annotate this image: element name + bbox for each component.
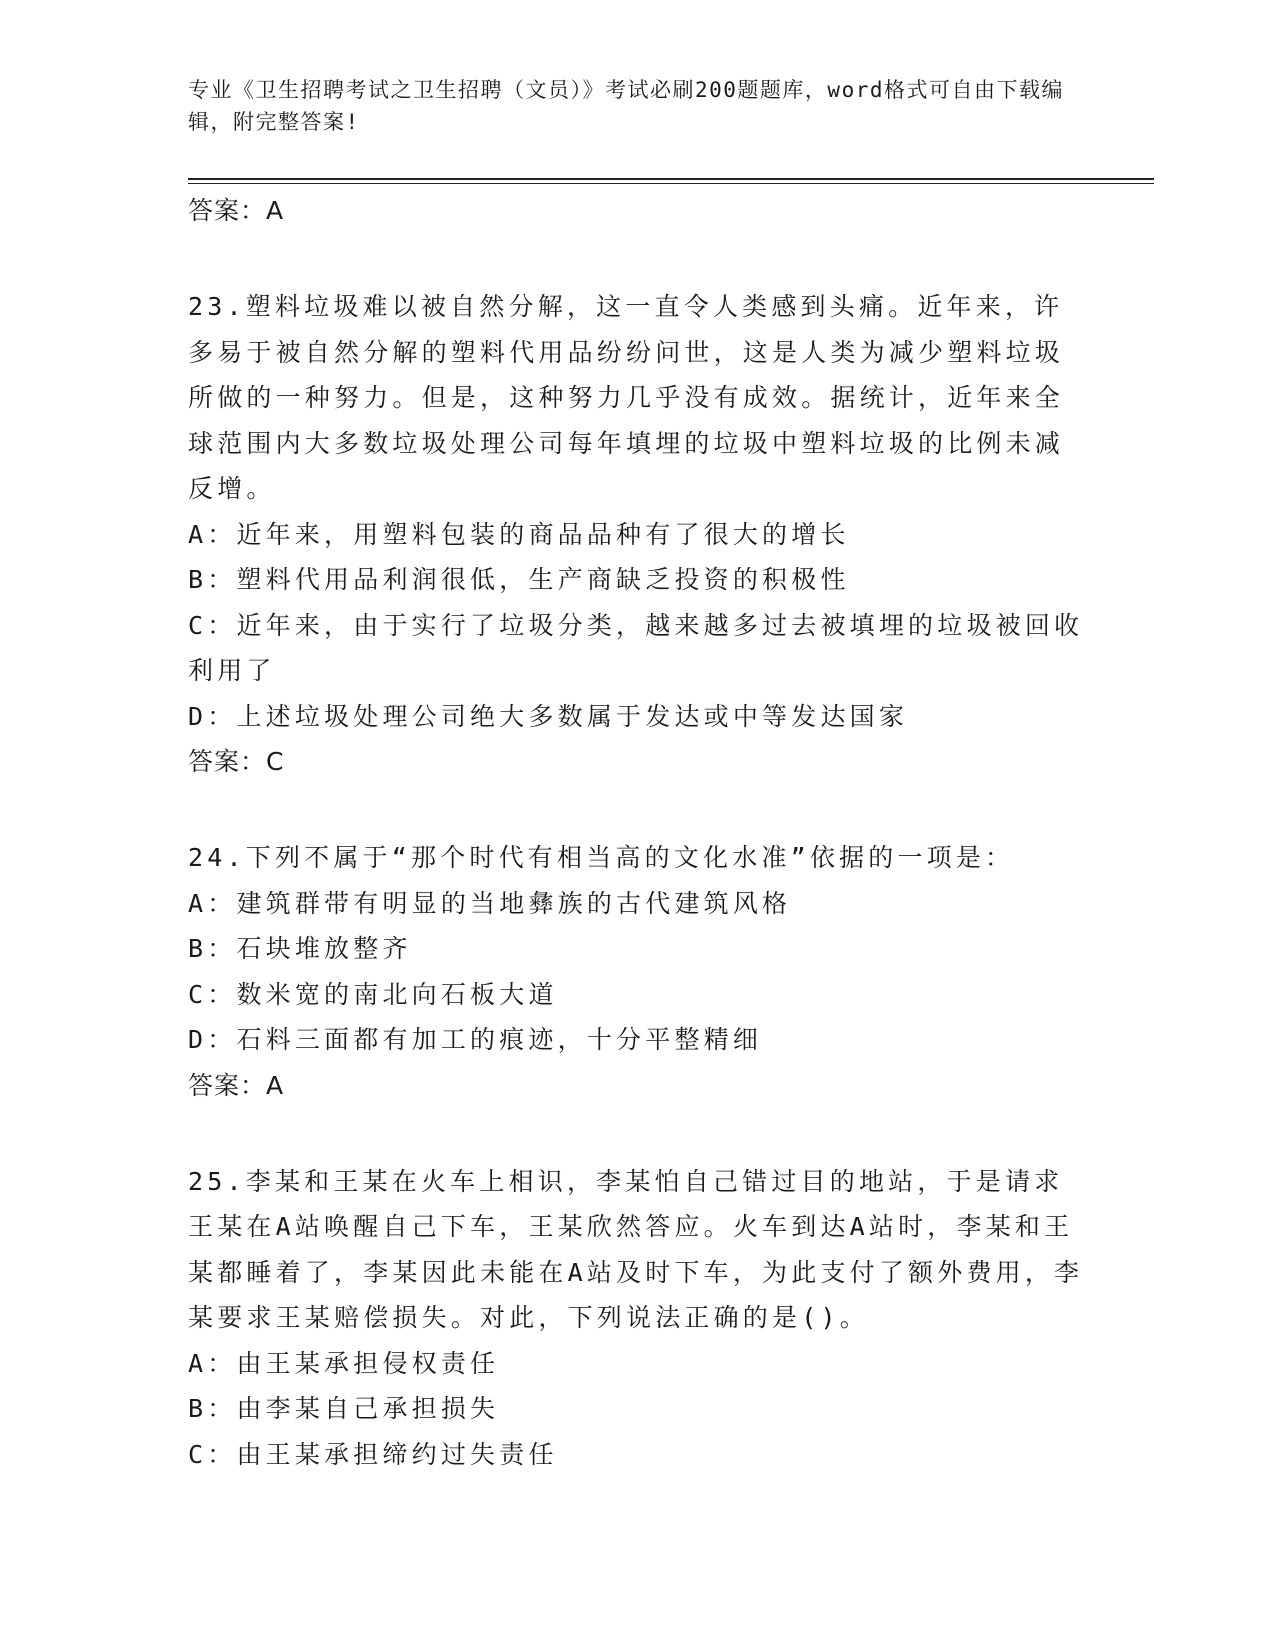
spacer bbox=[188, 234, 1088, 284]
question-25 bbox=[188, 1159, 1088, 1478]
question-23 bbox=[188, 284, 1088, 785]
answer-line: 答案：A bbox=[188, 1070, 285, 1100]
option-d: D：石料三面都有加工的痕迹，十分平整精细 bbox=[188, 1025, 763, 1054]
question-24 bbox=[188, 835, 1088, 1109]
spacer bbox=[188, 1109, 1088, 1159]
answer-line: 答案：C bbox=[188, 747, 285, 776]
spacer bbox=[188, 785, 1088, 835]
option-c: C：数米宽的南北向石板大道 bbox=[188, 979, 558, 1009]
question-stem: 23.塑料垃圾难以被自然分解，这一直令人类感到头痛。近年来，许多易于被自然分解的塑料代用品纷纷问世，这是人类为减少塑料垃圾所做的一种努力。但是，这种努力几乎没有成效。据统计，近年来全球范围内大多数垃圾处理公司每年填埋的垃圾中塑料垃圾的比例未减反增。 bbox=[188, 292, 1065, 503]
header-rule-thick bbox=[188, 178, 1154, 180]
question-stem: 24.下列不属于“那个时代有相当高的文化水准”依据的一项是： bbox=[188, 843, 1015, 872]
answer-line: 答案：A bbox=[188, 196, 285, 225]
option-d: D：上述垃圾处理公司绝大多数属于发达或中等发达国家 bbox=[188, 701, 909, 731]
option-c: C：由王某承担缔约过失责任 bbox=[188, 1439, 558, 1469]
option-c: C：近年来，由于实行了垃圾分类，越来越多过去被填埋的垃圾被回收利用了 bbox=[188, 610, 1084, 685]
document-body bbox=[188, 188, 1088, 1477]
question-stem: 25.李某和王某在火车上相识，李某怕自己错过目的地站，于是请求王某在A站唤醒自己下车，王某欣然答应。火车到达A站时，李某和王某都睡着了，李某因此未能在A站及时下车，为此支付了额外费用，李某要求王某赔偿损失。对此，下列说法正确的是()。 bbox=[188, 1166, 1084, 1332]
option-a: A：建筑群带有明显的当地彝族的古代建筑风格 bbox=[188, 888, 792, 918]
header-rule-thin bbox=[188, 183, 1154, 184]
option-a: A：由王某承担侵权责任 bbox=[188, 1348, 500, 1378]
option-b: B：由李某自己承担损失 bbox=[188, 1394, 500, 1423]
option-a: A：近年来，用塑料包装的商品品种有了很大的增长 bbox=[188, 519, 850, 549]
page-header: 专业《卫生招聘考试之卫生招聘（文员）》考试必刷200题题库，word格式可自由下载编辑，附完整答案! bbox=[188, 78, 1064, 134]
option-b: B：石块堆放整齐 bbox=[188, 934, 412, 963]
option-b: B：塑料代用品利润很低，生产商缺乏投资的积极性 bbox=[188, 565, 850, 594]
